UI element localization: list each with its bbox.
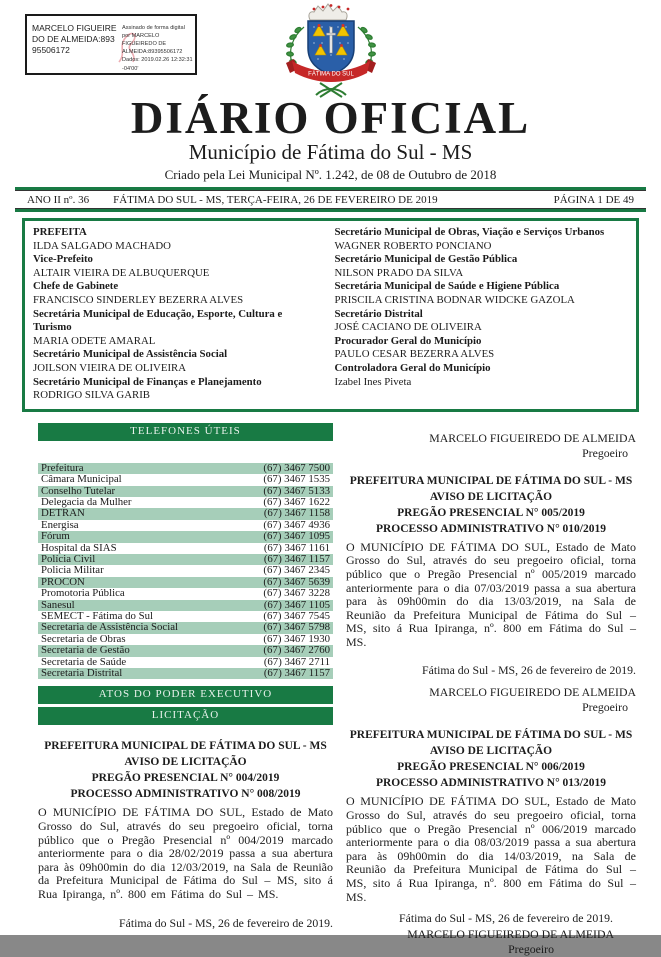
phone-number: (67) 3467 1622 xyxy=(263,495,330,508)
official-role: Chefe de Gabinete xyxy=(33,280,119,293)
signer-title: Pregoeiro xyxy=(582,700,628,715)
phone-number: (67) 3467 4936 xyxy=(263,518,330,531)
official-name: ILDA SALGADO MACHADO xyxy=(33,239,171,252)
notice-signature xyxy=(346,927,636,957)
officials-right-column xyxy=(331,226,629,403)
crest-ribbon-label: FÁTIMA DO SUL xyxy=(307,71,354,78)
crest-shield xyxy=(308,21,354,75)
phone-entity: Secretaria de Obras xyxy=(41,632,126,645)
phone-entity: Secretaria de Assistência Social xyxy=(41,621,179,634)
phone-number: (67) 3467 1930 xyxy=(263,632,330,645)
phone-entity: Secretaria de Saúde xyxy=(41,655,127,668)
phone-number: (67) 3467 1157 xyxy=(263,667,330,680)
official-role: Controladora Geral do Município xyxy=(334,361,491,374)
notice-heading xyxy=(38,738,333,802)
phone-table xyxy=(38,463,333,680)
phone-row xyxy=(38,588,333,599)
phone-number: (67) 3467 5639 xyxy=(263,575,330,588)
notice-body: O MUNICÍPIO DE FÁTIMA DO SUL, Estado de Mato Grosso do Sul, através do seu pregoeiro oficial, torna público que o Pregão Presencial nº 004/2019 marcado anteriormente para o dia 28/02/2019 passa a sua abertura para às 09h00min do dia 12/03/2019, na Sala de Reunião da Prefeitura Municipal de Fátima do Sul – MS, sito á Rua Ipiranga, nº. 800 em Fátima do Sul – MS. xyxy=(38,805,333,901)
official-role: Secretário Municipal de Obras, Viação e Serviços Urbanos xyxy=(334,226,605,238)
official-name: PRISCILA CRISTINA BODNAR WIDCKE GAZOLA xyxy=(334,293,575,306)
phone-row xyxy=(38,645,333,656)
left-column xyxy=(38,423,333,957)
phone-number: (67) 3467 1157 xyxy=(263,552,330,565)
phone-number: (67) 3467 1535 xyxy=(263,473,330,486)
official-role: PREFEITA xyxy=(33,226,87,238)
official-name: RODRIGO SILVA GARIB xyxy=(33,389,150,402)
signer-title: Pregoeiro xyxy=(582,445,628,460)
phone-entity: SEMECT - Fátima do Sul xyxy=(41,610,153,622)
phone-entity: Secretaria de Gestão xyxy=(41,644,130,657)
notice-body: O MUNICÍPIO DE FÁTIMA DO SUL, Estado de Mato Grosso do Sul, através do seu pregoeiro oficial, torna público que o Pregão Presencial nº 005/2019 marcado anteriormente para o dia 07/03/2019 passa a sua abertura para às 09h00min do dia 13/03/2019, na Sala de Reunião da Prefeitura Municipal de Fátima do Sul – MS, sito á Rua Ipiranga, nº. 800 em Fátima do Sul – MS. xyxy=(346,539,636,649)
notice-dateline: Fátima do Sul - MS, 26 de fevereiro de 2019. xyxy=(119,915,333,930)
notice-004 xyxy=(38,738,333,930)
notice-heading-line: PROCESSO ADMINISTRATIVO N° 013/2019 xyxy=(375,777,607,790)
notice-heading-line: PREFEITURA MUNICIPAL DE FÁTIMA DO SUL - MS xyxy=(44,740,327,753)
notice-heading-line: AVISO DE LICITAÇÃO xyxy=(429,490,553,503)
notice-heading-line: PREFEITURA MUNICIPAL DE FÁTIMA DO SUL - MS xyxy=(349,729,633,742)
official-role: Secretário Municipal de Assistência Social xyxy=(33,348,228,361)
signer-name: MARCELO FIGUEIREDO DE ALMEIDA xyxy=(407,927,614,942)
official-name: PAULO CESAR BEZERRA ALVES xyxy=(334,348,495,361)
issue-page-count: PÁGINA 1 DE 49 xyxy=(553,194,634,206)
phone-entity: Promotoria Pública xyxy=(41,587,125,600)
section-header-licitacao: LICITAÇÃO xyxy=(38,707,333,725)
official-role: Secretário Municipal de Gestão Pública xyxy=(334,253,518,266)
phone-number: (67) 3467 2711 xyxy=(263,655,330,668)
phone-row xyxy=(38,668,333,679)
crest-left-branch xyxy=(286,26,304,65)
signer-name: MARCELO FIGUEIREDO DE ALMEIDA xyxy=(429,430,636,445)
phone-entity: Policia Militar xyxy=(41,564,104,577)
official-name: MARIA ODETE AMARAL xyxy=(33,334,156,347)
phone-number: (67) 3467 1161 xyxy=(263,541,330,554)
official-name: WAGNER ROBERTO PONCIANO xyxy=(334,239,492,252)
phone-entity: Prefeitura xyxy=(41,461,84,474)
phone-number: (67) 3467 7545 xyxy=(263,610,330,622)
main-content xyxy=(38,423,636,957)
official-name: JOSÉ CACIANO DE OLIVEIRA xyxy=(334,321,482,334)
notice-body: O MUNICÍPIO DE FÁTIMA DO SUL, Estado de Mato Grosso do Sul, através do seu pregoeiro oficial, torna público que o Pregão Presencial nº 006/2019 marcado anteriormente para o dia 08/03/2019 passa a sua abertura para às 09h00min do dia 14/03/2019, na Sala de Reunião da Prefeitura Municipal de Fátima do Sul – MS, sito á Rua Ipiranga, nº. 800 em Fátima do Sul – MS. xyxy=(346,794,636,904)
notice-heading-line: PREGÃO PRESENCIAL N° 006/2019 xyxy=(397,761,585,774)
signature-details xyxy=(119,16,195,73)
signer-title: Pregoeiro xyxy=(508,942,554,957)
notice-heading-line: PREGÃO PRESENCIAL N° 005/2019 xyxy=(397,506,585,519)
notice-heading xyxy=(346,727,636,791)
phone-entity: Energisa xyxy=(41,518,79,531)
phone-entity: Delegacia da Mulher xyxy=(41,495,132,508)
phone-row xyxy=(38,531,333,542)
section-header-telefones: TELEFONES ÚTEIS xyxy=(38,423,333,441)
official-role: Secretário Distrital xyxy=(334,307,423,320)
notice-heading-line: PREFEITURA MUNICIPAL DE FÁTIMA DO SUL - MS xyxy=(349,474,633,487)
phone-entity: DETRAN xyxy=(41,507,85,520)
crest-crown xyxy=(308,4,348,20)
phone-number: (67) 3467 5133 xyxy=(263,484,330,497)
phone-number: (67) 3467 1158 xyxy=(263,507,330,520)
notice-heading xyxy=(346,473,636,537)
phone-entity: Sanesul xyxy=(41,598,75,611)
notice-heading-line: PREGÃO PRESENCIAL N° 004/2019 xyxy=(91,772,280,785)
phone-entity: Câmara Municipal xyxy=(41,473,122,486)
phone-entity: Conselho Tutelar xyxy=(41,484,116,497)
official-name: NILSON PRADO DA SILVA xyxy=(334,266,464,279)
notice-006 xyxy=(346,727,636,957)
municipal-coat-of-arms-icon xyxy=(270,3,392,99)
issue-date: FÁTIMA DO SUL - MS, TERÇA-FEIRA, 26 DE FEVEREIRO DE 2019 xyxy=(113,194,438,206)
phone-number: (67) 3467 5798 xyxy=(263,621,330,634)
notice-heading-line: AVISO DE LICITAÇÃO xyxy=(429,745,553,758)
crest-right-branch xyxy=(358,26,376,65)
phone-number: (67) 3467 2345 xyxy=(263,564,330,577)
phone-number: (67) 3467 1105 xyxy=(263,598,330,611)
notice-dateline: Fátima do Sul - MS, 26 de fevereiro de 2019. xyxy=(422,663,636,678)
notice-heading-line: AVISO DE LICITAÇÃO xyxy=(124,756,247,769)
official-role: Procurador Geral do Município xyxy=(334,334,482,347)
signature-timestamp: Dados: 2019.02.26 12:32:31 -04'00' xyxy=(122,57,193,72)
masthead xyxy=(0,95,661,182)
official-name: FRANCISCO SINDERLEY BEZERRA ALVES xyxy=(33,293,244,306)
phone-entity: Polícia Civil xyxy=(41,552,96,565)
official-role: Vice-Prefeito xyxy=(33,253,93,266)
phone-number: (67) 3467 7500 xyxy=(263,461,330,474)
notice-005 xyxy=(346,473,636,716)
official-role: Secretária Municipal de Educação, Esporte, Cultura e Turismo xyxy=(33,307,283,334)
gazette-title: DIÁRIO OFICIAL xyxy=(130,93,531,143)
officials-box xyxy=(22,218,639,412)
notice-signature xyxy=(346,431,636,461)
notice-heading-line: PROCESSO ADMINISTRATIVO N° 008/2019 xyxy=(70,788,301,801)
notice-dateline: Fátima do Sul - MS, 26 de fevereiro de 2019. xyxy=(399,911,613,926)
signature-subject: MARCELO FIGUEIREDO DE ALMEIDA:89395506172 xyxy=(32,23,117,56)
phone-entity: Hospital da SIAS xyxy=(41,541,117,554)
official-role: Secretário Municipal de Finanças e Planejamento xyxy=(33,375,262,388)
issue-year-number: ANO II nº. 36 xyxy=(27,194,90,206)
section-header-atos: ATOS DO PODER EXECUTIVO xyxy=(38,686,333,704)
phone-number: (67) 3467 2760 xyxy=(263,644,330,657)
notice-signature xyxy=(346,685,636,715)
phone-row xyxy=(38,474,333,485)
gazette-creation-line: Criado pela Lei Municipal Nº. 1.242, de 08 de Outubro de 2018 xyxy=(164,167,497,182)
phone-number: (67) 3467 1095 xyxy=(263,530,330,543)
official-role: Secretária Municipal de Saúde e Higiene Pública xyxy=(334,280,560,293)
signature-details-text: Assinado de forma digital por MARCELO FIGUEIREDO DE ALMEIDA:89395506172 xyxy=(122,25,185,56)
phone-entity: Secretaria Distrital xyxy=(41,667,123,680)
right-column xyxy=(346,423,636,957)
official-name: ALTAIR VIEIRA DE ALBUQUERQUE xyxy=(33,266,210,279)
official-name: Izabel Ines Piveta xyxy=(334,375,412,388)
phone-entity: PROCON xyxy=(41,575,85,588)
signer-name: MARCELO FIGUEIREDO DE ALMEIDA xyxy=(429,685,636,700)
digital-signature-box xyxy=(25,14,197,75)
phone-number: (67) 3467 3228 xyxy=(263,587,330,600)
official-name: JOILSON VIEIRA DE OLIVEIRA xyxy=(33,361,187,374)
phone-entity: Fórum xyxy=(41,530,70,543)
issue-bar xyxy=(15,187,646,212)
officials-left-column xyxy=(33,226,331,403)
notice-heading-line: PROCESSO ADMINISTRATIVO N° 010/2019 xyxy=(375,522,607,535)
gazette-subtitle: Município de Fátima do Sul - MS xyxy=(188,140,473,164)
